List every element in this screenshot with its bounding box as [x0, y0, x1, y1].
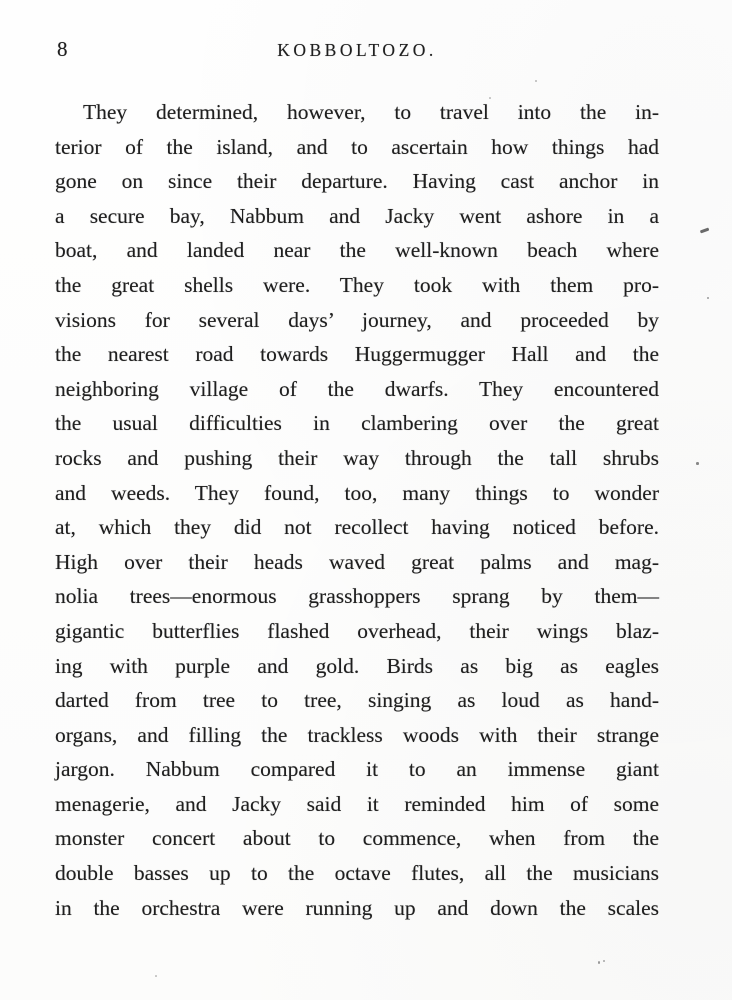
- scan-speck: [535, 80, 537, 82]
- text-line: the great shells were. They took with them pro-: [55, 272, 659, 297]
- text-line: menagerie, and Jacky said it reminded him of some: [55, 791, 659, 816]
- text-line: ing with purple and gold. Birds as big as eagles: [55, 653, 659, 678]
- text-line: rocks and pushing their way through the tall shrubs: [55, 445, 659, 470]
- scan-speck: [696, 462, 699, 465]
- scan-speck: [707, 297, 709, 299]
- text-line: and weeds. They found, too, many things to wonder: [55, 480, 659, 505]
- page-number: 8: [57, 37, 68, 61]
- text-line: neighboring village of the dwarfs. They encountered: [55, 376, 659, 401]
- text-line: the usual difficulties in clambering over the great: [55, 411, 659, 436]
- text-line: gigantic butterflies flashed overhead, their wings blaz-: [55, 618, 659, 643]
- scan-speck: [489, 97, 491, 99]
- text-line: darted from tree to tree, singing as loud as hand-: [55, 688, 659, 713]
- scan-speck: [598, 961, 600, 964]
- text-line: boat, and landed near the well-known beach where: [55, 238, 659, 263]
- body-text: [55, 95, 659, 925]
- scan-speck: [700, 228, 709, 233]
- text-line: a secure bay, Nabbum and Jacky went ashore in a: [55, 203, 659, 228]
- text-line: at, which they did not recollect having noticed before.: [55, 515, 659, 540]
- running-title: KOBBOLTOZO.: [277, 40, 437, 60]
- text-line: gone on since their departure. Having cast anchor in: [55, 169, 659, 194]
- text-line: the nearest road towards Huggermugger Hall and the: [55, 342, 659, 367]
- text-line: High over their heads waved great palms and mag-: [55, 549, 659, 574]
- text-line: visions for several days’ journey, and proceeded by: [55, 307, 659, 332]
- text-line: in the orchestra were running up and down the scales: [55, 895, 659, 920]
- scan-speck: [155, 975, 157, 977]
- text-line: nolia trees—enormous grasshoppers sprang by them—: [55, 584, 659, 609]
- text-line: organs, and filling the trackless woods with their strange: [55, 722, 659, 747]
- text-line: double basses up to the octave flutes, all the musicians: [55, 861, 659, 886]
- page-header: [55, 36, 659, 66]
- text-line: terior of the island, and to ascertain how things had: [55, 134, 659, 159]
- text-line: jargon. Nabbum compared it to an immense giant: [55, 757, 659, 782]
- text-line: They determined, however, to travel into the in-: [83, 100, 659, 124]
- text-line: monster concert about to commence, when from the: [55, 826, 659, 851]
- scan-speck: [603, 960, 605, 962]
